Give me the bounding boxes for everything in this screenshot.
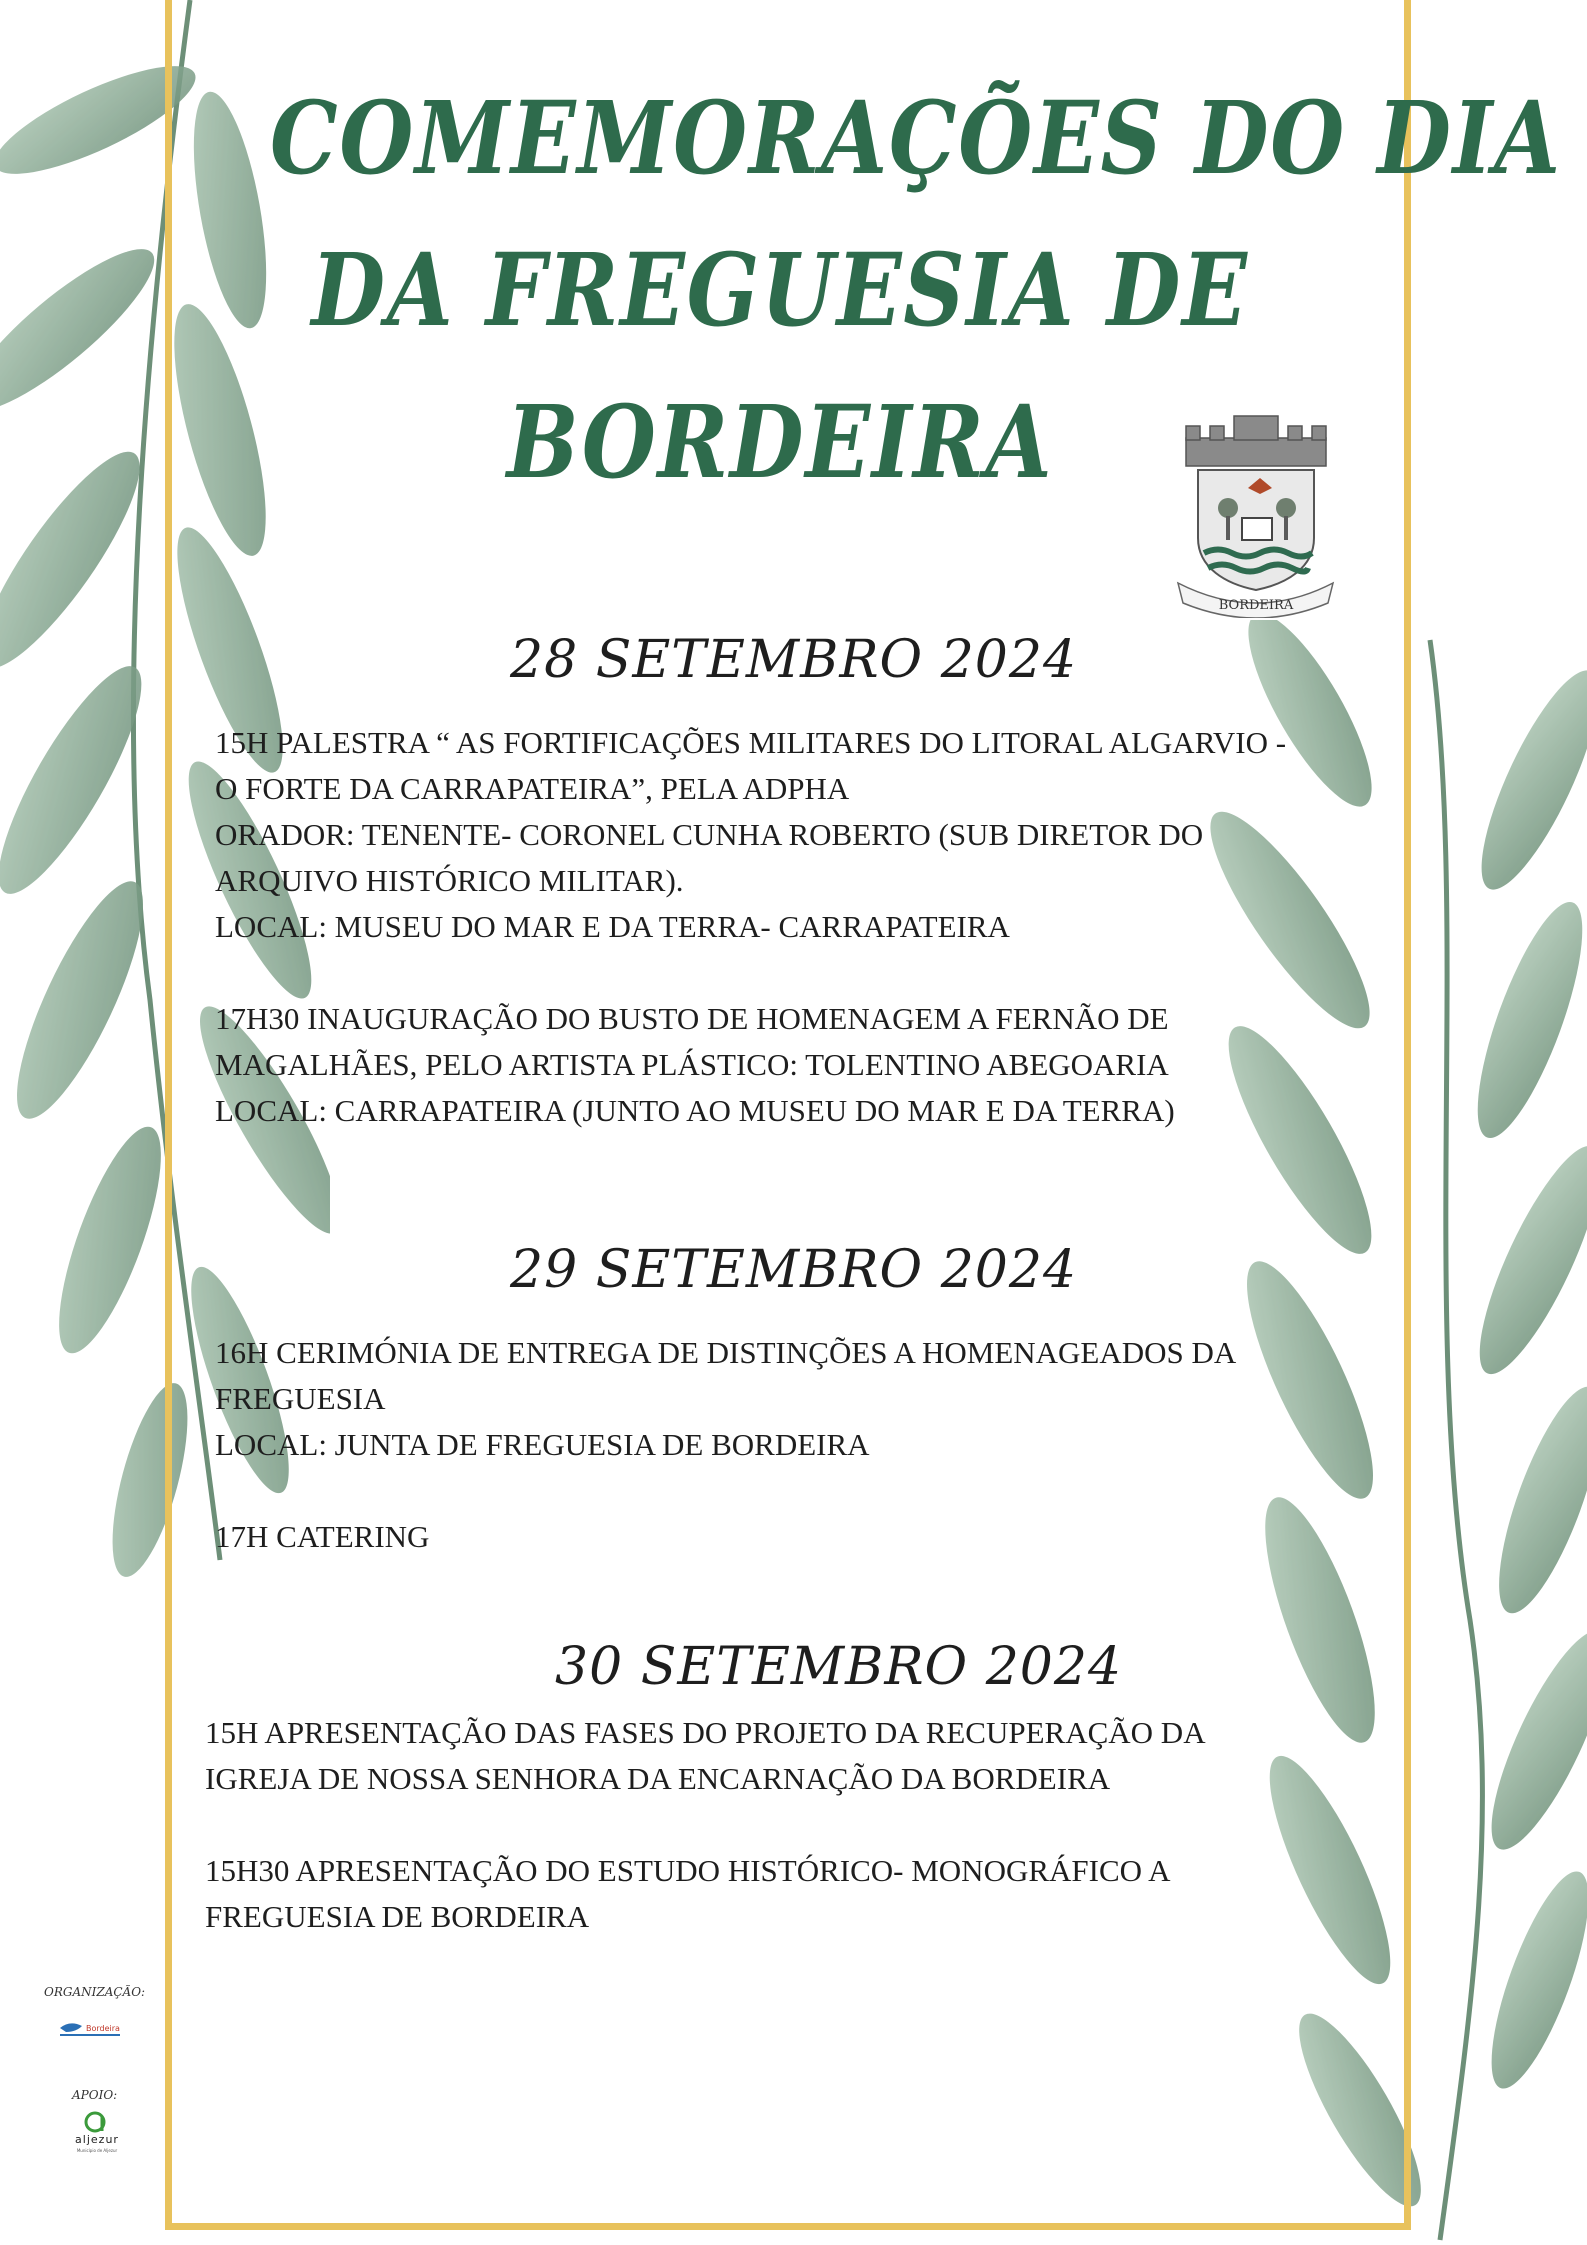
apoio-label: APOIO:	[72, 2088, 118, 2102]
schedule-line: ARQUIVO HISTÓRICO MILITAR).	[215, 863, 684, 898]
page-title	[270, 62, 1562, 518]
apoio-logo-text: aljezur	[75, 2133, 119, 2146]
title-line-3: BORDEIRA	[506, 383, 1054, 501]
day-3-schedule	[205, 1710, 1206, 1940]
schedule-line: FREGUESIA DE BORDEIRA	[205, 1899, 590, 1934]
schedule-line: LOCAL: MUSEU DO MAR E DA TERRA- CARRAPATEIRA	[215, 909, 1010, 944]
day-1-schedule	[215, 720, 1286, 1134]
org-logo-text: Bordeira	[86, 2024, 120, 2033]
date-heading-day-2: 29 SETEMBRO 2024	[510, 1240, 1078, 1300]
day-2-schedule	[215, 1330, 1236, 1560]
date-heading-day-3: 30 SETEMBRO 2024	[555, 1637, 1123, 1697]
schedule-line: IGREJA DE NOSSA SENHORA DA ENCARNAÇÃO DA BORDEIRA	[205, 1761, 1111, 1796]
spacer	[215, 1468, 1236, 1514]
apoio-logo-subtext: Município de Aljezur	[76, 2148, 118, 2153]
schedule-line: O FORTE DA CARRAPATEIRA”, PELA ADPHA	[215, 771, 850, 806]
bordeira-logo-icon	[58, 2018, 123, 2038]
schedule-line: 15H PALESTRA “ AS FORTIFICAÇÕES MILITARES DO LITORAL ALGARVIO -	[215, 725, 1287, 760]
schedule-line: FREGUESIA	[215, 1381, 386, 1416]
spacer	[205, 1802, 1206, 1848]
aljezur-logo-icon	[62, 2110, 132, 2154]
title-line-1: COMEMORAÇÕES DO DIA	[270, 79, 1562, 197]
schedule-line: 16H CERIMÓNIA DE ENTREGA DE DISTINÇÕES A HOMENAGEADOS DA	[215, 1335, 1237, 1370]
organizacao-label: ORGANIZAÇÃO:	[44, 1985, 146, 1999]
schedule-line: MAGALHÃES, PELO ARTISTA PLÁSTICO: TOLENTINO ABEGOARIA	[215, 1047, 1169, 1082]
date-heading-day-1: 28 SETEMBRO 2024	[510, 630, 1078, 690]
coat-of-arms-icon	[1168, 408, 1343, 618]
schedule-line: 17H30 INAUGURAÇÃO DO BUSTO DE HOMENAGEM A FERNÃO DE	[215, 1001, 1169, 1036]
schedule-line: ORADOR: TENENTE- CORONEL CUNHA ROBERTO (SUB DIRETOR DO	[215, 817, 1204, 852]
title-line-2: DA FREGUESIA DE	[311, 231, 1249, 349]
crest-label: BORDEIRA	[1218, 598, 1294, 613]
schedule-line: LOCAL: CARRAPATEIRA (JUNTO AO MUSEU DO MAR E DA TERRA)	[215, 1093, 1175, 1128]
schedule-line: 15H30 APRESENTAÇÃO DO ESTUDO HISTÓRICO- MONOGRÁFICO A	[205, 1853, 1171, 1888]
schedule-line: LOCAL: JUNTA DE FREGUESIA DE BORDEIRA	[215, 1427, 870, 1462]
schedule-line: 17H CATERING	[215, 1519, 430, 1554]
spacer	[215, 950, 1286, 996]
schedule-line: 15H APRESENTAÇÃO DAS FASES DO PROJETO DA RECUPERAÇÃO DA	[205, 1715, 1206, 1750]
